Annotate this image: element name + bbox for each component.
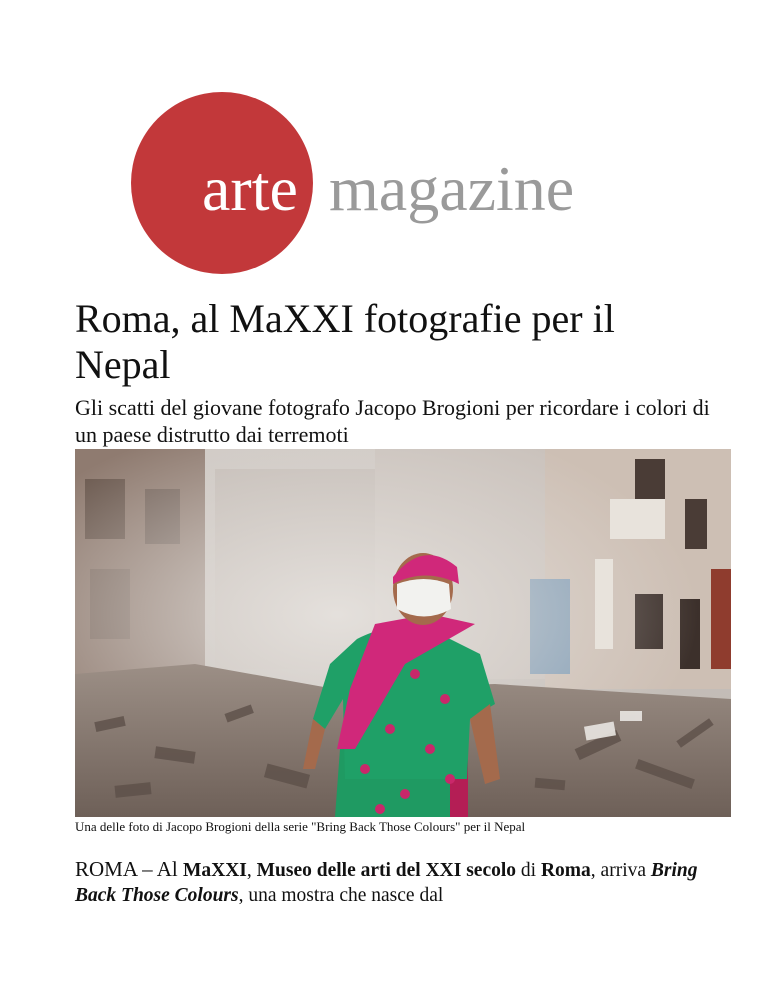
city-name: Roma [540, 860, 591, 881]
article-subtitle: Gli scatti del giovane fotografo Jacopo Brogioni per ricordare i colori di un paese distrutto dai terremoti [75, 395, 710, 447]
logo-graphic [130, 92, 670, 282]
body-connector: di [516, 860, 541, 881]
article-body [75, 857, 735, 908]
article-photo [75, 449, 731, 817]
body-lead: ROMA – Al [75, 857, 183, 881]
site-logo[interactable] [130, 92, 670, 282]
photo-illustration [75, 449, 731, 817]
link-maxxi: MaXXI [182, 860, 247, 881]
body-separator-2: , [590, 860, 596, 881]
exhibition-title: Bring Back Those Colours [75, 860, 698, 906]
body-rest: , una mostra che nasce dal [238, 885, 444, 906]
logo-text-arte: arte [202, 153, 298, 224]
article-title: Roma, al MaXXI fotografie per il Nepal [75, 296, 615, 387]
body-verb: arriva [595, 860, 651, 881]
photo-caption: Una delle foto di Jacopo Brogioni della serie "Bring Back Those Colours" per il Nepal [75, 819, 526, 834]
logo-text-magazine: magazine [329, 153, 575, 224]
museum-name: Museo delle arti del XXI secolo [256, 860, 517, 881]
body-separator: , [246, 860, 257, 881]
